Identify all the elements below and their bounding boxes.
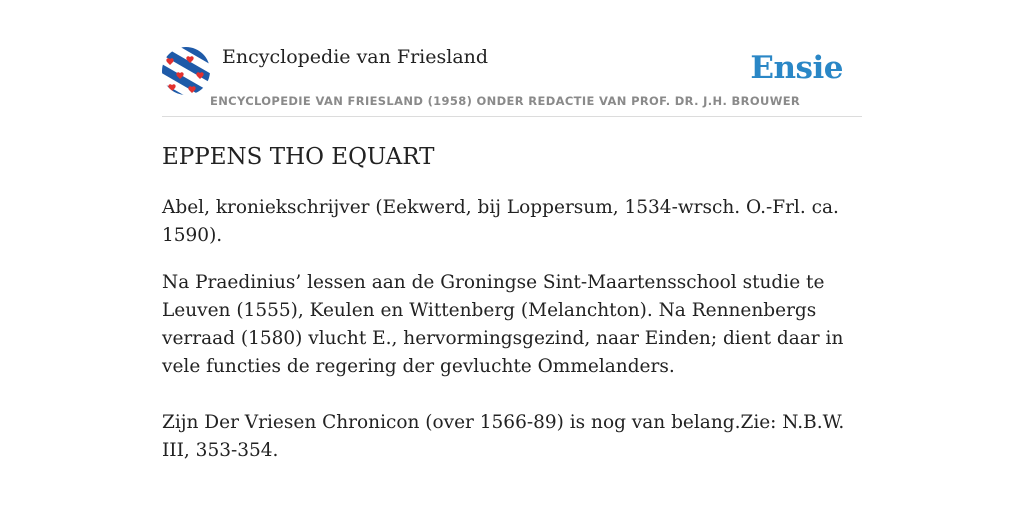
header-subtitle: ENCYCLOPEDIE VAN FRIESLAND (1958) ONDER REDACTIE VAN PROF. DR. J.H. BROUWER: [210, 94, 801, 108]
article-paragraph: Zijn Der Vriesen Chronicon (over 1566-89) is nog van belang.Zie: N.B.W. III, 353-354.: [162, 412, 845, 461]
page: [162, 0, 862, 465]
frisian-flag-logo-icon[interactable]: [162, 47, 210, 95]
article-paragraph: Na Praedinius’ lessen aan de Groningse Sint-Maartensschool studie te Leuven (1555), Keulen en Wittenberg (Melanchton). Na Rennenbergs verraad (1580) vlucht E., hervormingsgezind, naar Einden; dient daar in vele functies de regering der gevluchte Ommelanders.: [162, 272, 844, 377]
article-paragraph: Abel, kroniekschrijver (Eekwerd, bij Loppersum, 1534-wrsch. O.-Frl. ca. 1590).: [162, 197, 839, 246]
header: [162, 0, 862, 117]
article-title: EPPENS THO EQUART: [162, 144, 435, 170]
brand-logo[interactable]: Ensie: [750, 50, 843, 86]
site-title[interactable]: Encyclopedie van Friesland: [222, 46, 489, 68]
